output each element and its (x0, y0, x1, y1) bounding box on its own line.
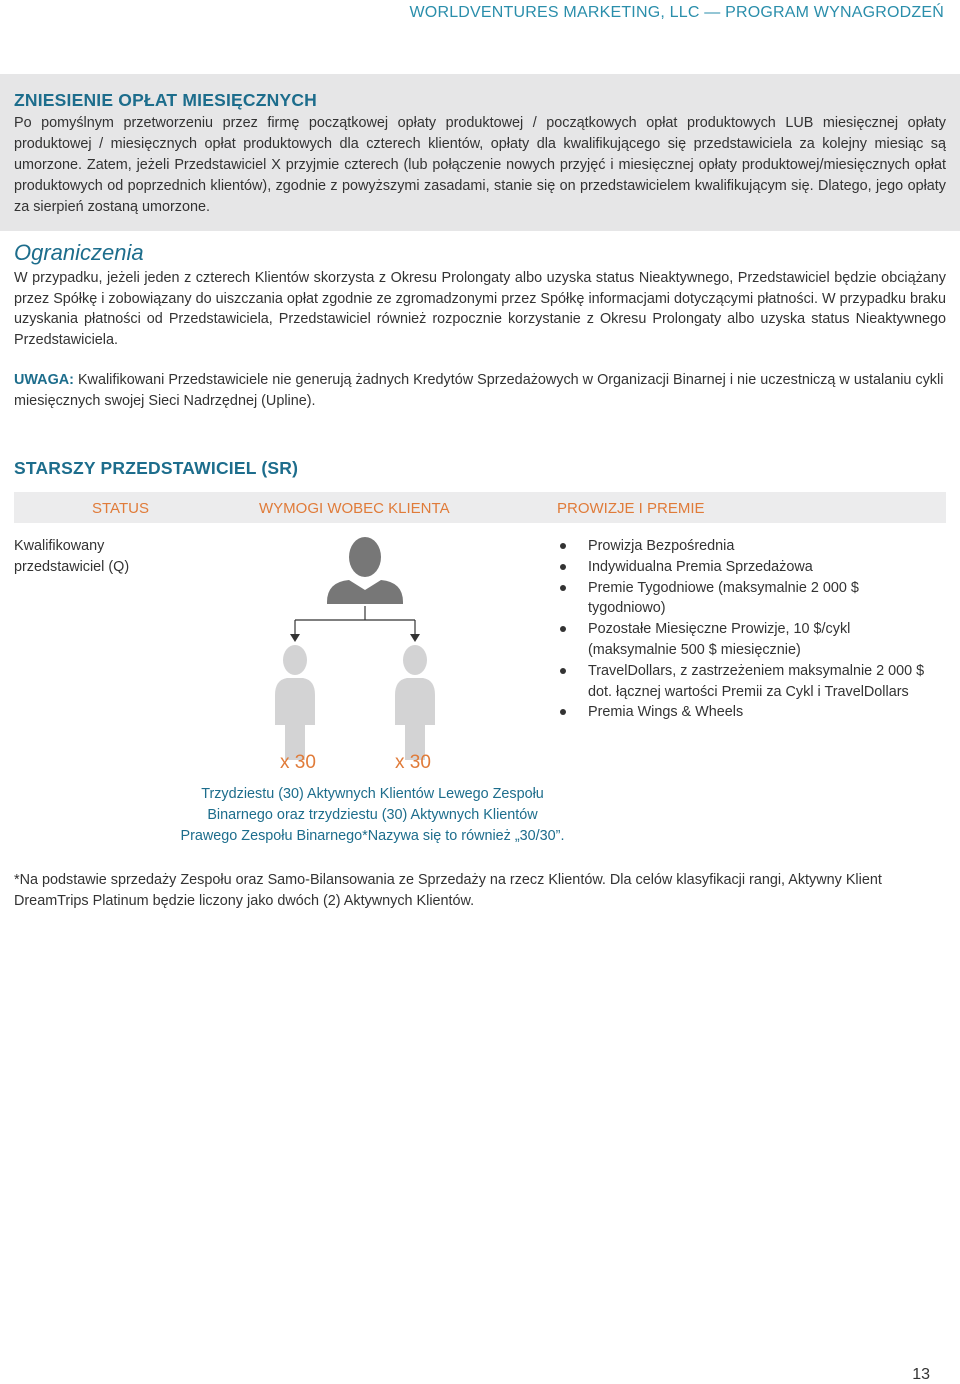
arrow-heads (290, 634, 420, 642)
caption-line-2: Binarnego oraz trzydziestu (30) Aktywnych Klientów (207, 807, 538, 823)
caption-line-1: Trzydziestu (30) Aktywnych Klientów Lewego Zespołu (201, 786, 544, 802)
left-person-icon (275, 645, 315, 760)
top-person-icon (327, 537, 403, 604)
column-commissions: PROWIZJE I PREMIE (557, 500, 705, 517)
left-team-count: x 30 (280, 752, 316, 773)
tree-connector-lines (295, 606, 415, 634)
list-item: Prowizja Bezpośrednia (560, 536, 940, 557)
note-label: UWAGA: (14, 372, 74, 388)
list-item: Premia Wings & Wheels (560, 702, 940, 723)
status-line-2: przedstawiciel (Q) (14, 559, 130, 575)
footnote: *Na podstawie sprzedaży Zespołu oraz Samo-Bilansowania ze Sprzedaży na rzecz Klientów. Dla celów klasyfikacji rangi, Aktywny Klient DreamTrips Platinum będzie liczony jako dwóch (2) Aktywnych Klientów. (14, 872, 882, 909)
senior-rep-title: STARSZY PRZEDSTAWICIEL (SR) (14, 458, 299, 478)
fee-waiver-box (0, 74, 960, 231)
table-header-row (14, 492, 946, 523)
column-requirements: WYMOGI WOBEC KLIENTA (259, 500, 450, 517)
list-item: Premie Tygodniowe (maksymalnie 2 000 $ tygodniowo) (560, 578, 940, 620)
running-header: WORLDVENTURES MARKETING, LLC — PROGRAM WYNAGRODZEŃ (409, 4, 944, 21)
list-item: Pozostałe Miesięczne Prowizje, 10 $/cykl (maksymalnie 500 $ miesięcznie) (560, 619, 940, 661)
binary-tree-diagram (255, 530, 495, 780)
fee-waiver-text: Po pomyślnym przetworzeniu przez firmę początkowej opłaty produktowej / początkowych opłat produktowych LUB miesięcznej opłaty produktowej / miesięcznych opłat produktowych dla czterech klientów, opłaty dla kwalifikującego się przedstawiciela za kolejny miesiąc są umorzone. Zatem, jeżeli Przedstawiciel X przyjmie czterech (lub połączenie nowych przyjęć i miesięcznej opłaty produktowej/miesięcznych opłat produktowych od poprzednich klientów), zgodnie z powyższymi zasadami, stanie się on przedstawicielem kwalifikującym się. Dlatego, jego opłaty za sierpień zostaną umorzone. (14, 115, 946, 215)
right-team-count: x 30 (395, 752, 431, 773)
right-person-icon (395, 645, 435, 760)
list-item: TravelDollars, z zastrzeżeniem maksymalnie 2 000 $ dot. łącznej wartości Premii za Cykl i TravelDollars (560, 661, 940, 703)
page-number: 13 (912, 1366, 930, 1383)
status-cell (14, 536, 129, 578)
note-text: Kwalifikowani Przedstawiciele nie generują żadnych Kredytów Sprzedażowych w Organizacji Binarnej i nie uczestniczą w ustalaniu cykli miesięcznych swojej Sieci Nadrzędnej (Upline). (14, 372, 944, 409)
fee-waiver-title: ZNIESIENIE OPŁAT MIESIĘCZNYCH (14, 90, 318, 110)
limitations-section (14, 240, 946, 350)
limitations-title: Ograniczenia (14, 240, 144, 265)
limitations-text: W przypadku, jeżeli jeden z czterech Klientów skorzysta z Okresu Prolongaty albo uzyska status Nieaktywnego, Przedstawiciel będzie obciążany przez Spółkę i zobowiązany do uiszczania opłat zgodnie ze zgromadzonymi przez Spółkę informacjami dotyczącymi płatności. W przypadku braku uzyskania płatności od Przedstawiciela, Przedstawiciel również rozpocznie korzystanie z Okresu Prolongaty albo uzyska status Nieaktywnego Przedstawiciela. (14, 270, 946, 348)
status-line-1: Kwalifikowany (14, 538, 105, 554)
requirements-caption (150, 784, 595, 847)
column-status: STATUS (92, 500, 149, 517)
caption-line-3: Prawego Zespołu Binarnego*Nazywa się to również „30/30”. (180, 828, 565, 844)
commissions-list (560, 536, 940, 723)
list-item: Indywidualna Premia Sprzedażowa (560, 557, 940, 578)
note-paragraph (14, 370, 946, 411)
